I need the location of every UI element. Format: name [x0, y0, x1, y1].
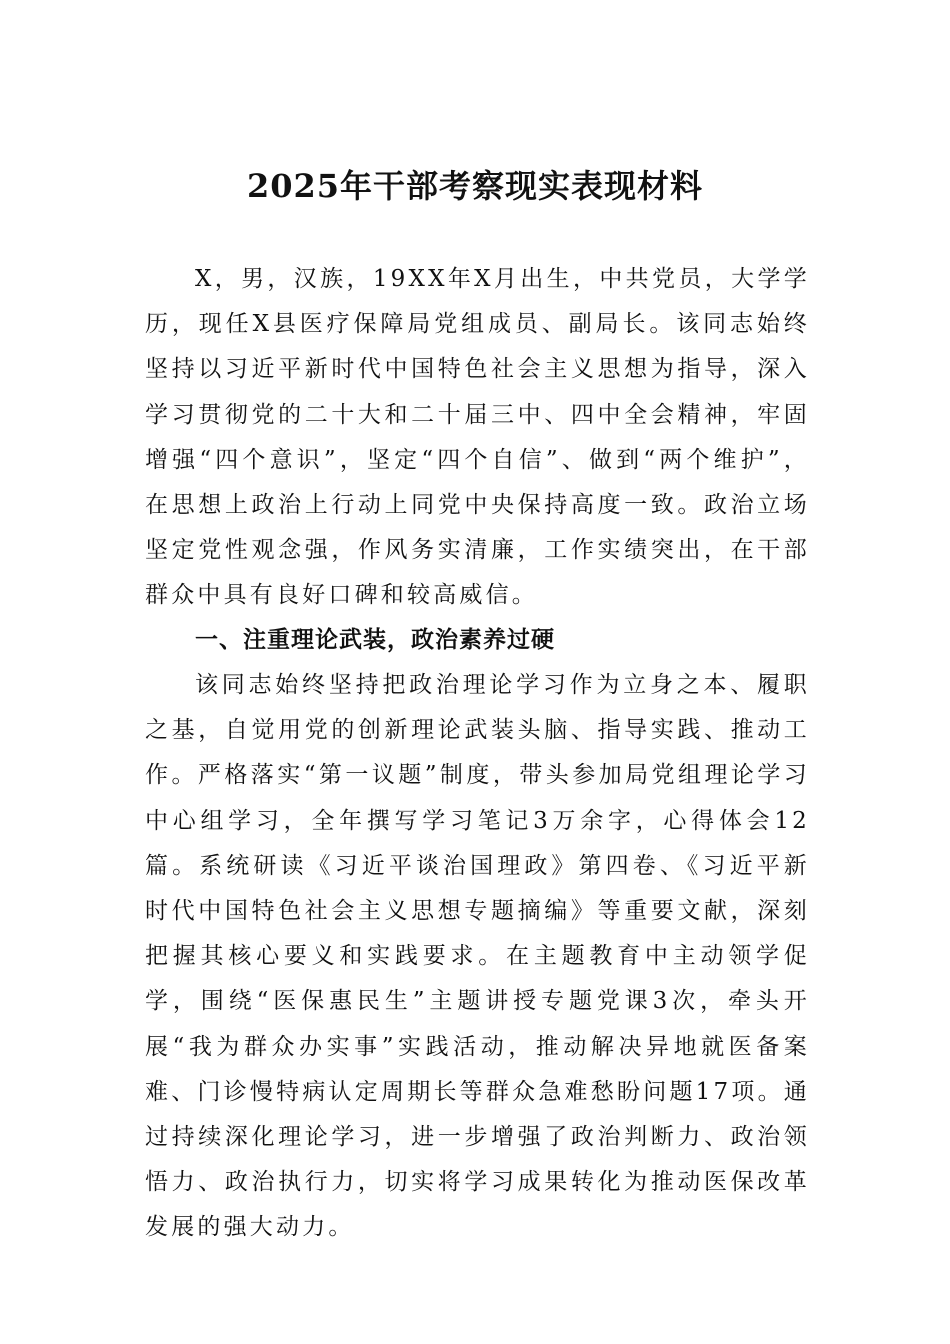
intro-paragraph: X，男，汉族，19XX年X月出生，中共党员，大学学历，现任X县医疗保障局党组成员、副局长。该同志始终坚持以习近平新时代中国特色社会主义思想为指导，深入学习贯彻党的二十大和二十届三中、四中全会精神，牢固增强“四个意识”，坚定“四个自信”、做到“两个维护”，在思想上政治上行动上同党中央保持高度一致。政治立场坚定党性观念强，作风务实清廉，工作实绩突出，在干部群众中具有良好口碑和较高威信。 [145, 266, 810, 609]
document-title: 2025年干部考察现实表现材料 [246, 167, 704, 205]
section-1-paragraph: 该同志始终坚持把政治理论学习作为立身之本、履职之基，自觉用党的创新理论武装头脑、指导实践、推动工作。严格落实“第一议题”制度，带头参加局党组理论学习中心组学习，全年撰写学习笔记3万余字，心得体会12篇。系统研读《习近平谈治国理政》第四卷、《习近平新时代中国特色社会主义思想专题摘编》等重要文献，深刻把握其核心要义和实践要求。在主题教育中主动领学促学，围绕“医保惠民生”主题讲授专题党课3次，牵头开展“我为群众办实事”实践活动，推动解决异地就医备案难、门诊慢特病认定周期长等群众急难愁盼问题17项。通过持续深化理论学习，进一步增强了政治判断力、政治领悟力、政治执行力，切实将学习成果转化为推动医保改革发展的强大动力。 [145, 672, 810, 1241]
section-1-heading: 一、注重理论武装，政治素养过硬 [195, 627, 555, 653]
